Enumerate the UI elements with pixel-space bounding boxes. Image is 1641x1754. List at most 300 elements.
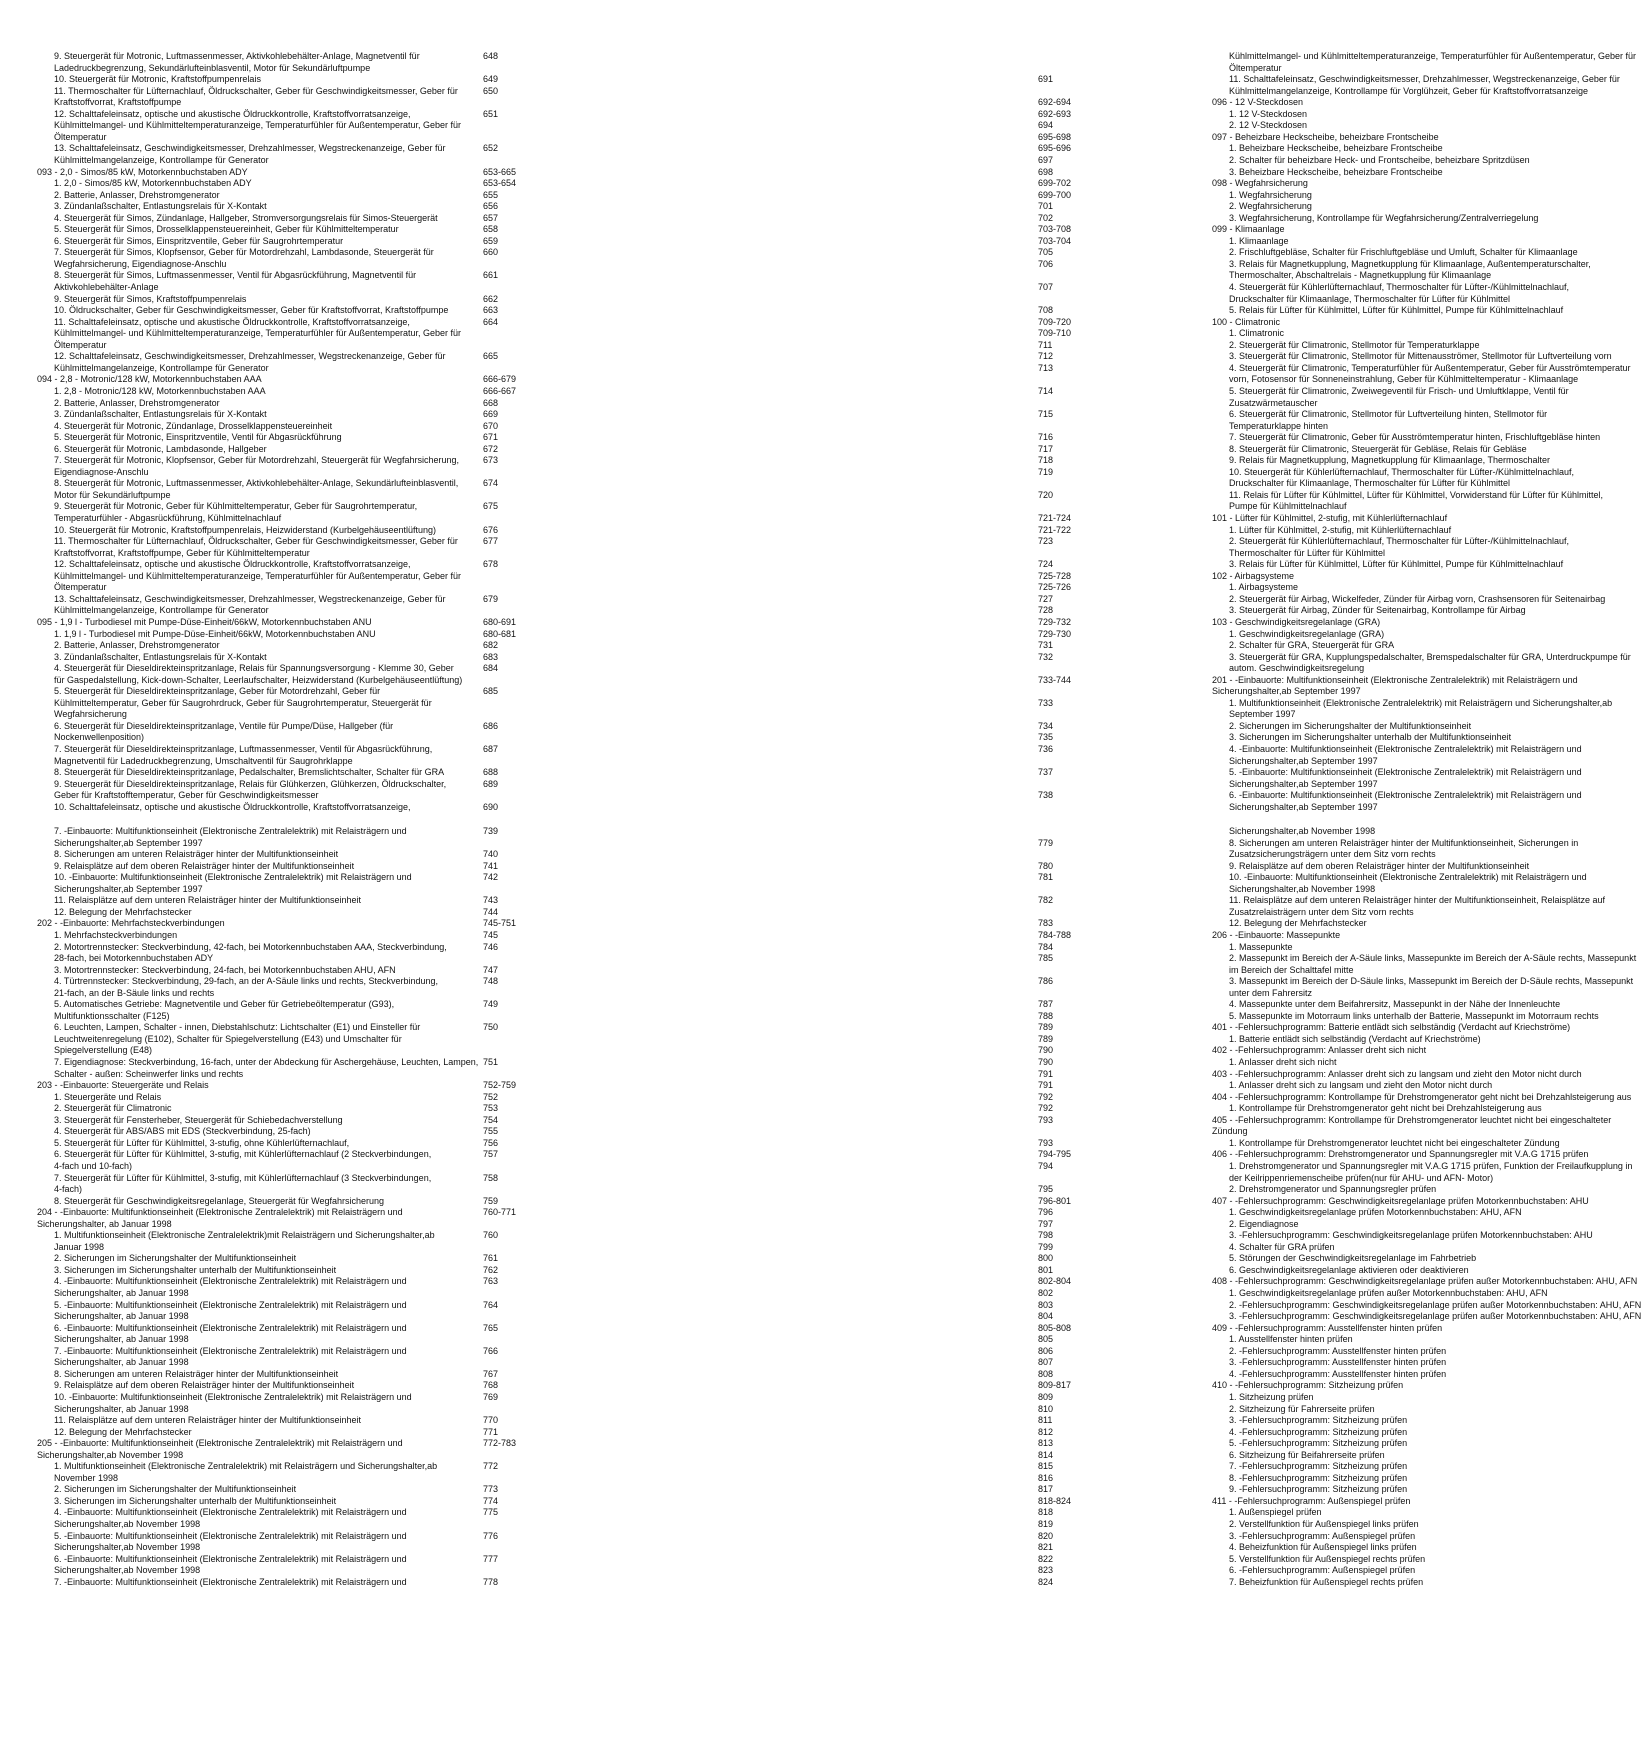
toc-entry-title: 1. Wegfahrsicherung bbox=[1229, 189, 1312, 200]
toc-entry-title: Sicherungshalter,ab September 1997 bbox=[1229, 755, 1378, 766]
toc-entry-page: 720 bbox=[1038, 489, 1054, 500]
toc-entry-page: 670 bbox=[483, 420, 499, 431]
toc-entry-title: 12. Schalttafeleinsatz, Geschwindigkeitsmesser, Drehzahlmesser, Wegstreckenanzeige, Geber für bbox=[54, 351, 446, 362]
toc-entry-page: 702 bbox=[1038, 212, 1054, 223]
toc-entry-title: 7. -Einbauorte: Multifunktionseinheit (Elektronische Zentralelektrik) mit Relaisträgern und bbox=[54, 1576, 407, 1587]
toc-entry-page: 746 bbox=[483, 941, 499, 952]
toc-entry-title: Öltemperatur bbox=[54, 582, 107, 593]
toc-entry-title: 100 - Climatronic bbox=[1212, 316, 1281, 327]
toc-entry-page: 796 bbox=[1038, 1207, 1054, 1218]
toc-entry-title: November 1998 bbox=[54, 1472, 119, 1483]
toc-entry-page: 818-824 bbox=[1038, 1495, 1072, 1506]
toc-entry-title: 099 - Klimaanlage bbox=[1212, 224, 1285, 235]
toc-entry-title: Kühlmittelmangel- und Kühlmitteltemperaturanzeige, Temperaturfühler für Außentemperatur, Geber für bbox=[54, 570, 462, 581]
toc-entry-page: 805-808 bbox=[1038, 1322, 1072, 1333]
toc-entry-page: 669 bbox=[483, 409, 499, 420]
toc-entry-title: 6. Steuergerät für Lüfter für Kühlmittel, 3-stufig, mit Kühlerlüfternachlauf (2 Steckverbindungen, bbox=[54, 1149, 432, 1160]
toc-entry-page: 684 bbox=[483, 663, 499, 674]
toc-entry-title: 2. -Fehlersuchprogramm: Ausstellfenster hinten prüfen bbox=[1229, 1345, 1447, 1356]
toc-entry-title: Multifunktionsschalter (F125) bbox=[54, 1010, 170, 1021]
toc-entry-title: im Bereich der Schalttafel mitte bbox=[1229, 964, 1354, 975]
toc-entry-title: 9. Relaisplätze auf dem oberen Relaisträger hinter der Multifunktionseinheit bbox=[1229, 860, 1530, 871]
toc-entry-title: 2. Massepunkt im Bereich der A-Säule links, Massepunkte im Bereich der A-Säule rechts, Massepunkt bbox=[1229, 953, 1637, 964]
toc-entry-title: 2. Sitzheizung für Fahrerseite prüfen bbox=[1229, 1403, 1375, 1414]
toc-entry-title: 10. Steuergerät für Kühlerlüfternachlauf, Thermoschalter für Lüfter-/Kühlmittelnachlauf, bbox=[1229, 466, 1575, 477]
toc-entry-title: 206 - -Einbauorte: Massepunkte bbox=[1212, 929, 1341, 940]
toc-entry-page: 751 bbox=[483, 1057, 499, 1067]
toc-entry-title: 1. Lüfter für Kühlmittel, 2-stufig, mit Kühlerlüfternachlauf bbox=[1229, 524, 1452, 535]
toc-entry-page: 776 bbox=[483, 1530, 499, 1541]
toc-entry-title: 2. Steuergerät für Climatronic, Stellmotor für Temperaturklappe bbox=[1229, 339, 1480, 350]
toc-entry-title: Sicherungshalter,ab September 1997 bbox=[1229, 778, 1378, 789]
toc-entry-page: 793 bbox=[1038, 1114, 1054, 1125]
toc-entry-title: 4. Steuergerät für Dieseldirekteinspritzanlage, Relais für Spannungsversorgung - Klemme 30, Geber bbox=[54, 663, 454, 674]
toc-entry-title: 2. Batterie, Anlasser, Drehstromgenerator bbox=[54, 640, 220, 651]
toc-entry-page: 818 bbox=[1038, 1507, 1054, 1518]
toc-entry-title: 4. -Einbauorte: Multifunktionseinheit (Elektronische Zentralelektrik) mit Relaisträgern und bbox=[54, 1507, 407, 1518]
toc-entry-title: 4-fach) bbox=[54, 1184, 83, 1195]
toc-entry-page: 661 bbox=[483, 270, 499, 281]
toc-entry-page: 650 bbox=[483, 85, 499, 96]
toc-entry-page: 777 bbox=[483, 1553, 499, 1564]
toc-entry-title: 5. Störungen der Geschwindigkeitsregelanlage im Fahrbetrieb bbox=[1229, 1253, 1477, 1264]
toc-entry-page: 820 bbox=[1038, 1530, 1054, 1541]
toc-entry-title: 4. Steuergerät für ABS/ABS mit EDS (Steckverbindung, 25-fach) bbox=[54, 1126, 311, 1137]
toc-entry-title: Motor für Sekundärluftpumpe bbox=[54, 489, 171, 500]
toc-entry-title: Wegfahrsicherung, Eigendiagnose-Anschlu bbox=[54, 258, 227, 269]
toc-entry-title: 5. -Einbauorte: Multifunktionseinheit (Elektronische Zentralelektrik) mit Relaisträgern und bbox=[1229, 767, 1582, 778]
toc-entry-page: 770 bbox=[483, 1415, 499, 1426]
toc-entry-title: 6. -Einbauorte: Multifunktionseinheit (Elektronische Zentralelektrik) mit Relaisträgern und bbox=[54, 1553, 407, 1564]
toc-entry-title: 3. Wegfahrsicherung, Kontrollampe für Wegfahrsicherung/Zentralverriegelung bbox=[1229, 212, 1539, 223]
toc-entry-title: 5. -Einbauorte: Multifunktionseinheit (Elektronische Zentralelektrik) mit Relaisträgern und bbox=[54, 1299, 407, 1310]
toc-entry-title: 2. Schalter für beheizbare Heck- und Frontscheibe, beheizbare Spritzdüsen bbox=[1229, 154, 1530, 165]
toc-entry-page: 703-708 bbox=[1038, 224, 1072, 235]
toc-entry-title: Druckschalter für Klimaanlage, Thermoschalter für Lüfter für Kühlmittel bbox=[1229, 478, 1510, 489]
toc-entry-page: 814 bbox=[1038, 1449, 1054, 1460]
toc-entry-title: 7. -Einbauorte: Multifunktionseinheit (Elektronische Zentralelektrik) mit Relaisträgern und bbox=[54, 826, 407, 836]
toc-entry-page: 736 bbox=[1038, 744, 1054, 754]
toc-entry-title: Sicherungshalter, ab Januar 1998 bbox=[54, 1288, 189, 1298]
toc-entry-title: 405 - -Fehlersuchprogramm: Kontrollampe für Drehstromgenerator leuchtet nicht bei eingeschalteter bbox=[1212, 1114, 1612, 1125]
toc-entry-title: 13. Schalttafeleinsatz, Geschwindigkeitsmesser, Drehzahlmesser, Wegstreckenanzeige, Geber für bbox=[54, 143, 446, 154]
toc-entry-title: 095 - 1,9 l - Turbodiesel mit Pumpe-Düse-Einheit/66kW, Motorkennbuchstaben ANU bbox=[37, 616, 372, 627]
toc-entry-page: 651 bbox=[483, 108, 499, 119]
toc-entry-title: Sicherungshalter,ab November 1998 bbox=[1229, 826, 1376, 836]
toc-entry-page: 824 bbox=[1038, 1576, 1054, 1587]
toc-entry-title: Sicherungshalter,ab September 1997 bbox=[1229, 801, 1378, 812]
toc-entry-page: 729-732 bbox=[1038, 616, 1072, 627]
toc-entry-title: 3. -Fehlersuchprogramm: Außenspiegel prüfen bbox=[1229, 1530, 1416, 1541]
toc-entry-page: 717 bbox=[1038, 443, 1054, 454]
toc-entry-page: 738 bbox=[1038, 790, 1054, 801]
toc-entry-page: 707 bbox=[1038, 282, 1054, 292]
toc-entry-title: 2. Sicherungen im Sicherungshalter der Multifunktionseinheit bbox=[54, 1253, 297, 1264]
toc-entry-page: 705 bbox=[1038, 247, 1054, 258]
toc-entry-title: 4. Steuergerät für Motronic, Zündanlage, Drosselklappensteuereinheit bbox=[54, 420, 333, 431]
toc-entry-page: 762 bbox=[483, 1264, 499, 1275]
toc-entry-page: 728 bbox=[1038, 605, 1054, 616]
toc-entry-page: 812 bbox=[1038, 1426, 1054, 1437]
toc-entry-title: 11. Schalttafeleinsatz, Geschwindigkeitsmesser, Drehzahlmesser, Wegstreckenanzeige, Geber für bbox=[1229, 74, 1620, 85]
toc-entry-title: Temperaturklappe hinten bbox=[1229, 420, 1329, 431]
toc-entry-title: 3. Zündanlaßschalter, Entlastungsrelais für X-Kontakt bbox=[54, 409, 267, 420]
toc-entry-title: 203 - -Einbauorte: Steuergeräte und Relais bbox=[37, 1080, 209, 1091]
toc-entry-title: 11. Thermoschalter für Lüfternachlauf, Öldruckschalter, Geber für Geschwindigkeitsmesser, Geber für bbox=[54, 536, 458, 547]
toc-entry-page: 755 bbox=[483, 1126, 499, 1137]
toc-entry-title: 3. Massepunkt im Bereich der D-Säule links, Massepunkt im Bereich der D-Säule rechts, Massepunkt bbox=[1229, 976, 1634, 987]
toc-entry-title: 3. Sicherungen im Sicherungshalter unterhalb der Multifunktionseinheit bbox=[54, 1495, 337, 1506]
toc-entry-title: 2. Steuergerät für Climatronic bbox=[54, 1103, 172, 1114]
toc-entry-page: 664 bbox=[483, 316, 499, 327]
toc-entry-title: 3. Relais für Lüfter für Kühlmittel, Lüfter für Kühlmittel, Pumpe für Kühlmittelnachlauf bbox=[1229, 559, 1564, 570]
toc-entry-title: unter dem Fahrersitz bbox=[1229, 987, 1313, 998]
toc-entry-title: 11. Relaisplätze auf dem unteren Relaisträger hinter der Multifunktionseinheit, Relaisplätze auf bbox=[1229, 895, 1606, 906]
toc-entry-title: 094 - 2,8 - Motronic/128 kW, Motorkennbuchstaben AAA bbox=[37, 374, 262, 385]
toc-entry-title: 3. -Fehlersuchprogramm: Ausstellfenster hinten prüfen bbox=[1229, 1357, 1447, 1368]
toc-entry-title: 1. 2,8 - Motronic/128 kW, Motorkennbuchstaben AAA bbox=[54, 385, 266, 396]
toc-entry-page: 822 bbox=[1038, 1553, 1054, 1564]
toc-entry-title: Schalter - außen: Scheinwerfer links und rechts bbox=[54, 1068, 244, 1079]
toc-entry-page: 709-720 bbox=[1038, 316, 1072, 327]
toc-entry-title: 1. Geschwindigkeitsregelanlage (GRA) bbox=[1229, 628, 1385, 639]
toc-entry-title: Eigendiagnose-Anschlu bbox=[54, 466, 149, 477]
toc-entry-page: 649 bbox=[483, 74, 499, 85]
toc-entry-page: 674 bbox=[483, 478, 499, 489]
toc-entry-page: 780 bbox=[1038, 860, 1054, 871]
toc-entry-page: 691 bbox=[1038, 74, 1054, 85]
toc-entry-title: 4. -Einbauorte: Multifunktionseinheit (Elektronische Zentralelektrik) mit Relaisträgern und bbox=[1229, 744, 1582, 754]
toc-entry-page: 773 bbox=[483, 1484, 499, 1495]
toc-entry-title: 6. Steuergerät für Dieseldirekteinspritzanlage, Ventile für Pumpe/Düse, Hallgeber (für bbox=[54, 720, 394, 731]
toc-entry-page: 725-726 bbox=[1038, 582, 1072, 593]
toc-entry-title: 1. Außenspiegel prüfen bbox=[1229, 1507, 1322, 1518]
toc-entry-title: 4. -Fehlersuchprogramm: Ausstellfenster hinten prüfen bbox=[1229, 1368, 1447, 1379]
toc-entry-title: Zusatzsicherungsträgern unter dem Sitz vorn rechts bbox=[1229, 849, 1436, 860]
toc-entry-title: Thermoschalter, Abschaltrelais - Magnetkupplung für Klimaanlage bbox=[1229, 270, 1492, 281]
toc-entry-title: Sicherungshalter,ab September 1997 bbox=[1212, 686, 1361, 697]
toc-entry-title: 404 - -Fehlersuchprogramm: Kontrollampe für Drehstromgenerator geht nicht bei Drehzahlsteigerung aus bbox=[1212, 1091, 1632, 1102]
toc-entry-page: 708 bbox=[1038, 305, 1054, 316]
toc-entry-title: 204 - -Einbauorte: Multifunktionseinheit (Elektronische Zentralelektrik) mit Relaisträgern und bbox=[37, 1207, 403, 1218]
toc-entry-title: 1. Multifunktionseinheit (Elektronische Zentralelektrik) mit Relaisträgern und Sicherungshalter,ab bbox=[54, 1461, 438, 1472]
toc-entry-title: 096 - 12 V-Steckdosen bbox=[1212, 97, 1304, 108]
toc-entry-title: 4. -Fehlersuchprogramm: Sitzheizung prüfen bbox=[1229, 1426, 1408, 1437]
toc-entry-title: 098 - Wegfahrsicherung bbox=[1212, 178, 1308, 189]
toc-entry-title: 8. Sicherungen am unteren Relaisträger hinter der Multifunktionseinheit bbox=[54, 1368, 339, 1379]
toc-entry-page: 711 bbox=[1038, 339, 1053, 350]
toc-entry-title: Kühlmittelmangelanzeige, Kontrollampe für Generator bbox=[54, 362, 269, 373]
toc-entry-title: 2. 12 V-Steckdosen bbox=[1229, 120, 1308, 131]
toc-entry-title: 9. Relaisplätze auf dem oberen Relaisträger hinter der Multifunktionseinheit bbox=[54, 860, 355, 871]
toc-entry-title: 3. Steuergerät für Fensterheber, Steuergerät für Schiebedachverstellung bbox=[54, 1114, 343, 1125]
toc-entry-title: 410 - -Fehlersuchprogramm: Sitzheizung prüfen bbox=[1212, 1380, 1404, 1391]
toc-entry-page: 792 bbox=[1038, 1091, 1054, 1102]
toc-entry-title: 3. -Fehlersuchprogramm: Geschwindigkeitsregelanlage prüfen Motorkennbuchstaben: AHU bbox=[1229, 1230, 1593, 1241]
toc-entry-page: 677 bbox=[483, 536, 499, 547]
toc-entry-page: 784-788 bbox=[1038, 929, 1072, 940]
toc-entry-title: Kühlmittelmangelanzeige, Kontrollampe für Vorglühzeit, Geber für Kraftstoffvorratsanzeige bbox=[1229, 85, 1589, 96]
toc-entry-title: Sicherungshalter, ab Januar 1998 bbox=[54, 1334, 189, 1345]
toc-entry-page: 771 bbox=[483, 1426, 499, 1437]
toc-entry-title: Sicherungshalter, ab Januar 1998 bbox=[54, 1311, 189, 1322]
toc-entry-title: 3. Relais für Magnetkupplung, Magnetkupplung für Klimaanlage, Außentemperaturschalter, bbox=[1229, 258, 1591, 269]
toc-entry-page: 795 bbox=[1038, 1184, 1054, 1195]
toc-entry-title: 7. Steuergerät für Lüfter für Kühlmittel, 3-stufig, mit Kühlerlüfternachlauf (3 Steckverbindungen, bbox=[54, 1172, 432, 1183]
toc-entry-title: Kühlmittelmangelanzeige, Kontrollampe für Generator bbox=[54, 154, 269, 165]
toc-entry-page: 764 bbox=[483, 1299, 499, 1310]
toc-entry-page: 744 bbox=[483, 906, 499, 917]
toc-entry-page: 785 bbox=[1038, 953, 1054, 964]
toc-entry-page: 657 bbox=[483, 212, 499, 223]
toc-entry-title: 1. Ausstellfenster hinten prüfen bbox=[1229, 1334, 1353, 1345]
toc-entry-page: 778 bbox=[483, 1576, 499, 1587]
toc-entry-title: 402 - -Fehlersuchprogramm: Anlasser dreht sich nicht bbox=[1212, 1045, 1427, 1056]
toc-entry-title: 403 - -Fehlersuchprogramm: Anlasser dreht sich zu langsam und zieht den Motor nicht durch bbox=[1212, 1068, 1582, 1079]
toc-entry-title: 12. Belegung der Mehrfachstecker bbox=[54, 1426, 192, 1437]
toc-entry-title: 4. Beheizfunktion für Außenspiegel links prüfen bbox=[1229, 1542, 1417, 1553]
toc-entry-page: 806 bbox=[1038, 1345, 1054, 1356]
toc-entry-page: 817 bbox=[1038, 1484, 1054, 1495]
toc-entry-page: 662 bbox=[483, 293, 499, 304]
toc-entry-title: 8. -Fehlersuchprogramm: Sitzheizung prüfen bbox=[1229, 1472, 1408, 1483]
toc-entry-page: 713 bbox=[1038, 362, 1054, 373]
toc-entry-title: Spiegelverstellung (E48) bbox=[54, 1045, 153, 1056]
toc-entry-page: 816 bbox=[1038, 1472, 1054, 1483]
toc-entry-title: 11. Relais für Lüfter für Kühlmittel, Lüfter für Kühlmittel, Vorwiderstand für Lüfter für Kühlmittel, bbox=[1229, 489, 1603, 500]
toc-entry-page: 760-771 bbox=[483, 1207, 517, 1218]
toc-entry-title: Sicherungshalter, ab Januar 1998 bbox=[37, 1218, 172, 1229]
toc-entry-page: 772 bbox=[483, 1461, 499, 1472]
toc-entry-title: 4. -Einbauorte: Multifunktionseinheit (Elektronische Zentralelektrik) mit Relaisträgern und bbox=[54, 1276, 407, 1287]
toc-entry-title: 8. Sicherungen am unteren Relaisträger hinter der Multifunktionseinheit bbox=[54, 849, 339, 860]
toc-entry-title: 2. Motortrennstecker: Steckverbindung, 42-fach, bei Motorkennbuchstaben AAA, Steckverbindung, bbox=[54, 941, 447, 952]
toc-entry-title: 3. -Fehlersuchprogramm: Geschwindigkeitsregelanlage prüfen außer Motorkennbuchstaben: AHU, AFN bbox=[1229, 1311, 1641, 1322]
toc-entry-page: 682 bbox=[483, 640, 499, 651]
toc-entry-title: 11. Schalttafeleinsatz, optische und akustische Öldruckkontrolle, Kraftstoffvorratsanzeige, bbox=[54, 316, 410, 327]
toc-entry-page: 656 bbox=[483, 201, 499, 212]
toc-entry-title: 3. -Fehlersuchprogramm: Sitzheizung prüfen bbox=[1229, 1415, 1408, 1426]
toc-entry-title: Januar 1998 bbox=[54, 1241, 105, 1252]
toc-entry-page: 732 bbox=[1038, 651, 1054, 662]
toc-entry-page: 723 bbox=[1038, 536, 1054, 547]
toc-entry-title: 5. -Einbauorte: Multifunktionseinheit (Elektronische Zentralelektrik) mit Relaisträgern und bbox=[54, 1530, 407, 1541]
toc-entry-page: 733 bbox=[1038, 697, 1054, 708]
toc-entry-title: 7. Eigendiagnose: Steckverbindung, 16-fach, unter der Abdeckung für Aschergehäuse, Leuchten, Lampen, bbox=[54, 1057, 479, 1067]
toc-entry-title: 1. Massepunkte bbox=[1229, 941, 1293, 952]
toc-entry-page: 794 bbox=[1038, 1160, 1054, 1171]
toc-entry-title: 4. Schalter für GRA prüfen bbox=[1229, 1241, 1335, 1252]
toc-entry-title: Kühlmittelmangel- und Kühlmitteltemperaturanzeige, Temperaturfühler für Außentemperatur, Geber für bbox=[54, 120, 462, 131]
toc-entry-page: 701 bbox=[1038, 201, 1054, 212]
toc-entry-page: 784 bbox=[1038, 941, 1054, 952]
toc-entry-page: 678 bbox=[483, 559, 499, 570]
toc-entry-page: 689 bbox=[483, 778, 499, 789]
toc-entry-title: 6. Leuchten, Lampen, Schalter - innen, Diebstahlschutz: Lichtschalter (E1) und Einsteller für bbox=[54, 1022, 421, 1033]
toc-entry-title: Thermoschalter für Lüfter für Kühlmittel bbox=[1229, 547, 1386, 558]
toc-entry-title: 1. Mehrfachsteckverbindungen bbox=[54, 929, 178, 940]
toc-entry-title: 6. -Einbauorte: Multifunktionseinheit (Elektronische Zentralelektrik) mit Relaisträgern und bbox=[54, 1322, 407, 1333]
toc-entry-page: 658 bbox=[483, 224, 499, 235]
toc-entry-title: Wegfahrsicherung bbox=[54, 709, 127, 720]
toc-entry-page: 653-665 bbox=[483, 166, 517, 177]
toc-entry-title: 10. Steuergerät für Motronic, Kraftstoffpumpenrelais, Heizwiderstand (Kurbelgehäuseentlüftung) bbox=[54, 524, 437, 535]
toc-entry-title: 2. Sicherungen im Sicherungshalter der Multifunktionseinheit bbox=[1229, 720, 1472, 731]
toc-entry-title: Magnetventil für Ladedruckbegrenzung, Umschaltventil für Saugrohrklappe bbox=[54, 755, 353, 766]
toc-entry-title: Zusatzrelaisträgern unter dem Sitz vorn rechts bbox=[1229, 906, 1414, 917]
toc-entry-page: 772-783 bbox=[483, 1438, 517, 1449]
toc-entry-page: 767 bbox=[483, 1368, 499, 1379]
toc-entry-title: 1. Geschwindigkeitsregelanlage prüfen Motorkennbuchstaben: AHU, AFN bbox=[1229, 1207, 1522, 1218]
toc-entry-page: 781 bbox=[1038, 872, 1054, 883]
toc-entry-title: Kraftstoffvorrat, Kraftstoffpumpe, Geber für Kühlmitteltemperatur bbox=[54, 547, 310, 558]
toc-entry-title: 8. Steuergerät für Simos, Luftmassenmesser, Ventil für Abgasrückführung, Magnetventil für bbox=[54, 270, 417, 281]
toc-entry-page: 799 bbox=[1038, 1241, 1054, 1252]
toc-entry-title: 093 - 2,0 - Simos/85 kW, Motorkennbuchstaben ADY bbox=[37, 166, 248, 177]
toc-entry-page: 821 bbox=[1038, 1542, 1054, 1553]
toc-entry-page: 798 bbox=[1038, 1230, 1054, 1241]
toc-entry-page: 761 bbox=[483, 1253, 499, 1264]
toc-entry-title: 4. Steuergerät für Simos, Zündanlage, Hallgeber, Stromversorgungsrelais für Simos-Steuergerät bbox=[54, 212, 438, 223]
toc-entry-page: 742 bbox=[483, 872, 499, 883]
toc-entry-title: 097 - Beheizbare Heckscheibe, beheizbare Frontscheibe bbox=[1212, 131, 1439, 142]
toc-entry-title: autom. Geschwindigkeitsregelung bbox=[1229, 663, 1365, 674]
toc-entry-page: 802 bbox=[1038, 1288, 1054, 1298]
toc-entry-title: 3. Steuergerät für GRA, Kupplungspedalschalter, Bremspedalschalter für GRA, Unterdruckpumpe für bbox=[1229, 651, 1631, 662]
toc-entry-title: Kühlmittelmangelanzeige, Kontrollampe für Generator bbox=[54, 605, 269, 616]
toc-entry-title: Sicherungshalter,ab September 1997 bbox=[54, 837, 203, 848]
toc-entry-title: 2. Batterie, Anlasser, Drehstromgenerator bbox=[54, 397, 220, 408]
toc-entry-page: 753 bbox=[483, 1103, 499, 1114]
toc-entry-title: Sicherungshalter,ab November 1998 bbox=[37, 1449, 184, 1460]
toc-entry-page: 787 bbox=[1038, 999, 1054, 1010]
toc-entry-page: 779 bbox=[1038, 837, 1054, 848]
toc-entry-page: 823 bbox=[1038, 1565, 1054, 1576]
toc-entry-page: 792 bbox=[1038, 1103, 1054, 1114]
toc-entry-page: 709-710 bbox=[1038, 328, 1072, 339]
toc-entry-page: 791 bbox=[1038, 1080, 1054, 1091]
toc-entry-title: 10. -Einbauorte: Multifunktionseinheit (Elektronische Zentralelektrik) mit Relaisträgern und bbox=[54, 872, 412, 883]
toc-entry-title: 2. Steuergerät für Kühlerlüfternachlauf, Thermoschalter für Lüfter-/Kühlmittelnachlauf, bbox=[1229, 536, 1570, 547]
toc-entry-title: 411 - -Fehlersuchprogramm: Außenspiegel prüfen bbox=[1212, 1495, 1411, 1506]
toc-entry-page: 765 bbox=[483, 1322, 499, 1333]
toc-entry-title: 5. Steuergerät für Simos, Drosselklappensteuereinheit, Geber für Kühlmitteltemperatur bbox=[54, 224, 399, 235]
toc-entry-title: Sicherungshalter,ab November 1998 bbox=[54, 1519, 201, 1529]
toc-entry-title: 7. -Fehlersuchprogramm: Sitzheizung prüfen bbox=[1229, 1461, 1408, 1472]
toc-entry-title: 12. Schalttafeleinsatz, optische und akustische Öldruckkontrolle, Kraftstoffvorratsanzeige, bbox=[54, 559, 411, 570]
toc-entry-title: 205 - -Einbauorte: Multifunktionseinheit (Elektronische Zentralelektrik) mit Relaisträgern und bbox=[37, 1438, 403, 1449]
toc-entry-page: 666-679 bbox=[483, 374, 517, 385]
toc-entry-page: 706 bbox=[1038, 258, 1054, 269]
toc-entry-title: 5. Relais für Lüfter für Kühlmittel, Lüfter für Kühlmittel, Pumpe für Kühlmittelnachlauf bbox=[1229, 305, 1564, 316]
toc-entry-page: 796-801 bbox=[1038, 1195, 1072, 1206]
toc-entry-title: 1. Sitzheizung prüfen bbox=[1229, 1391, 1314, 1402]
toc-entry-page: 754 bbox=[483, 1114, 499, 1125]
toc-entry-title: 8. Steuergerät für Motronic, Luftmassenmesser, Aktivkohlebehälter-Anlage, Sekundärlufteinblasventil, bbox=[54, 478, 459, 489]
toc-entry-page: 813 bbox=[1038, 1438, 1054, 1449]
toc-entry-title: vorn, Fotosensor für Sonneneinstrahlung, Geber für Kühlmitteltemperatur - Klimaanlage bbox=[1229, 374, 1579, 385]
toc-entry-title: 7. Steuergerät für Motronic, Klopfsensor, Geber für Motordrehzahl, Steuergerät für Wegfahrsicherung, bbox=[54, 455, 460, 466]
toc-entry-page: 797 bbox=[1038, 1218, 1054, 1229]
toc-entry-title: 1. Kontrollampe für Drehstromgenerator leuchtet nicht bei eingeschalteter Zündung bbox=[1229, 1137, 1560, 1148]
toc-entry-page: 731 bbox=[1038, 640, 1054, 651]
toc-entry-title: 1. Climatronic bbox=[1229, 328, 1285, 339]
toc-entry-page: 665 bbox=[483, 351, 499, 362]
toc-entry-title: 6. -Fehlersuchprogramm: Außenspiegel prüfen bbox=[1229, 1565, 1416, 1576]
toc-entry-page: 810 bbox=[1038, 1403, 1054, 1414]
toc-entry-title: 12. Belegung der Mehrfachstecker bbox=[1229, 918, 1367, 929]
toc-entry-page: 659 bbox=[483, 235, 499, 246]
toc-entry-page: 721-724 bbox=[1038, 513, 1072, 523]
toc-entry-title: 3. Beheizbare Heckscheibe, beheizbare Frontscheibe bbox=[1229, 166, 1443, 177]
toc-entry-title: 8. Sicherungen am unteren Relaisträger hinter der Multifunktionseinheit, Sicherungen in bbox=[1229, 837, 1579, 848]
toc-page-2 bbox=[0, 826, 1641, 1754]
toc-entry-title: 2. Verstellfunktion für Außenspiegel links prüfen bbox=[1229, 1519, 1419, 1529]
toc-entry-page: 811 bbox=[1038, 1415, 1053, 1426]
toc-entry-page: 794-795 bbox=[1038, 1149, 1072, 1160]
toc-entry-page: 685 bbox=[483, 686, 499, 697]
toc-entry-page: 739 bbox=[483, 826, 499, 836]
toc-entry-title: Kühlmitteltemperatur, Geber für Saugrohrdruck, Geber für Saugrohrtemperatur, Steuergerät für bbox=[54, 697, 432, 708]
toc-entry-title: Sicherungshalter, ab Januar 1998 bbox=[54, 1357, 189, 1368]
toc-entry-title: 8. Steuergerät für Dieseldirekteinspritzanlage, Pedalschalter, Bremslichtschalter, Schalter für GRA bbox=[54, 767, 445, 778]
toc-entry-title: 11. Relaisplätze auf dem unteren Relaisträger hinter der Multifunktionseinheit bbox=[54, 895, 362, 906]
toc-entry-page: 757 bbox=[483, 1149, 499, 1160]
toc-entry-page: 766 bbox=[483, 1345, 499, 1356]
toc-entry-title: 1. 12 V-Steckdosen bbox=[1229, 108, 1308, 119]
toc-entry-page: 747 bbox=[483, 964, 499, 975]
toc-entry-title: 1. Kontrollampe für Drehstromgenerator geht nicht bei Drehzahlsteigerung aus bbox=[1229, 1103, 1542, 1114]
toc-entry-title: 1. Airbagsysteme bbox=[1229, 582, 1299, 593]
toc-entry-title: 10. Schalttafeleinsatz, optische und akustische Öldruckkontrolle, Kraftstoffvorratsanzeige, bbox=[54, 801, 411, 812]
toc-entry-title: 9. Steuergerät für Simos, Kraftstoffpumpenrelais bbox=[54, 293, 247, 304]
toc-entry-page: 648 bbox=[483, 51, 499, 61]
toc-entry-page: 653-654 bbox=[483, 178, 517, 189]
toc-entry-title: Pumpe für Kühlmittelnachlauf bbox=[1229, 501, 1347, 512]
toc-entry-page: 716 bbox=[1038, 432, 1054, 443]
toc-entry-title: 2. Schalter für GRA, Steuergerät für GRA bbox=[1229, 640, 1395, 651]
toc-entry-page: 660 bbox=[483, 247, 499, 258]
toc-entry-page: 725-728 bbox=[1038, 570, 1072, 581]
toc-entry-title: Zusatzwärmetauscher bbox=[1229, 397, 1318, 408]
toc-entry-title: 2. Wegfahrsicherung bbox=[1229, 201, 1312, 212]
toc-entry-page: 652 bbox=[483, 143, 499, 154]
toc-entry-page: 745-751 bbox=[483, 918, 517, 929]
toc-entry-title: 9. -Fehlersuchprogramm: Sitzheizung prüfen bbox=[1229, 1484, 1408, 1495]
toc-entry-page: 743 bbox=[483, 895, 499, 906]
toc-entry-page: 760 bbox=[483, 1230, 499, 1241]
toc-entry-page: 699-702 bbox=[1038, 178, 1072, 189]
toc-entry-title: 5. Steuergerät für Lüfter für Kühlmittel, 3-stufig, ohne Kühlerlüfternachlauf, bbox=[54, 1137, 350, 1148]
toc-entry-title: 1. Drehstromgenerator und Spannungsregler mit V.A.G 1715 prüfen, Funktion der Freilaufkupplung in bbox=[1229, 1160, 1633, 1171]
toc-entry-title: Öltemperatur bbox=[54, 131, 107, 142]
toc-entry-title: 6. Geschwindigkeitsregelanlage aktivieren oder deaktivieren bbox=[1229, 1264, 1469, 1275]
toc-entry-page: 714 bbox=[1038, 385, 1054, 396]
toc-entry-page: 752-759 bbox=[483, 1080, 517, 1091]
toc-entry-title: 409 - -Fehlersuchprogramm: Ausstellfenster hinten prüfen bbox=[1212, 1322, 1443, 1333]
toc-entry-page: 803 bbox=[1038, 1299, 1054, 1310]
toc-entry-title: Öltemperatur bbox=[1229, 62, 1282, 73]
toc-entry-title: Sicherungshalter,ab September 1997 bbox=[54, 883, 203, 894]
toc-entry-title: Kühlmittelmangel- und Kühlmitteltemperaturanzeige, Temperaturfühler für Außentemperatur, Geber für bbox=[1229, 51, 1637, 61]
toc-entry-title: 3. Steuergerät für Climatronic, Stellmotor für Mittenausströmer, Stellmotor für Luftverteilung vorn bbox=[1229, 351, 1612, 362]
toc-entry-page: 699-700 bbox=[1038, 189, 1072, 200]
toc-entry-page: 690 bbox=[483, 801, 499, 812]
toc-entry-title: 9. Steuergerät für Motronic, Luftmassenmesser, Aktivkohlebehälter-Anlage, Magnetventil für bbox=[54, 51, 420, 61]
toc-entry-page: 680-681 bbox=[483, 628, 517, 639]
toc-entry-title: 2. Steuergerät für Airbag, Wickelfeder, Zünder für Airbag vorn, Crashsensoren für Seitenairbag bbox=[1229, 593, 1606, 604]
toc-entry-title: Aktivkohlebehälter-Anlage bbox=[54, 282, 159, 292]
